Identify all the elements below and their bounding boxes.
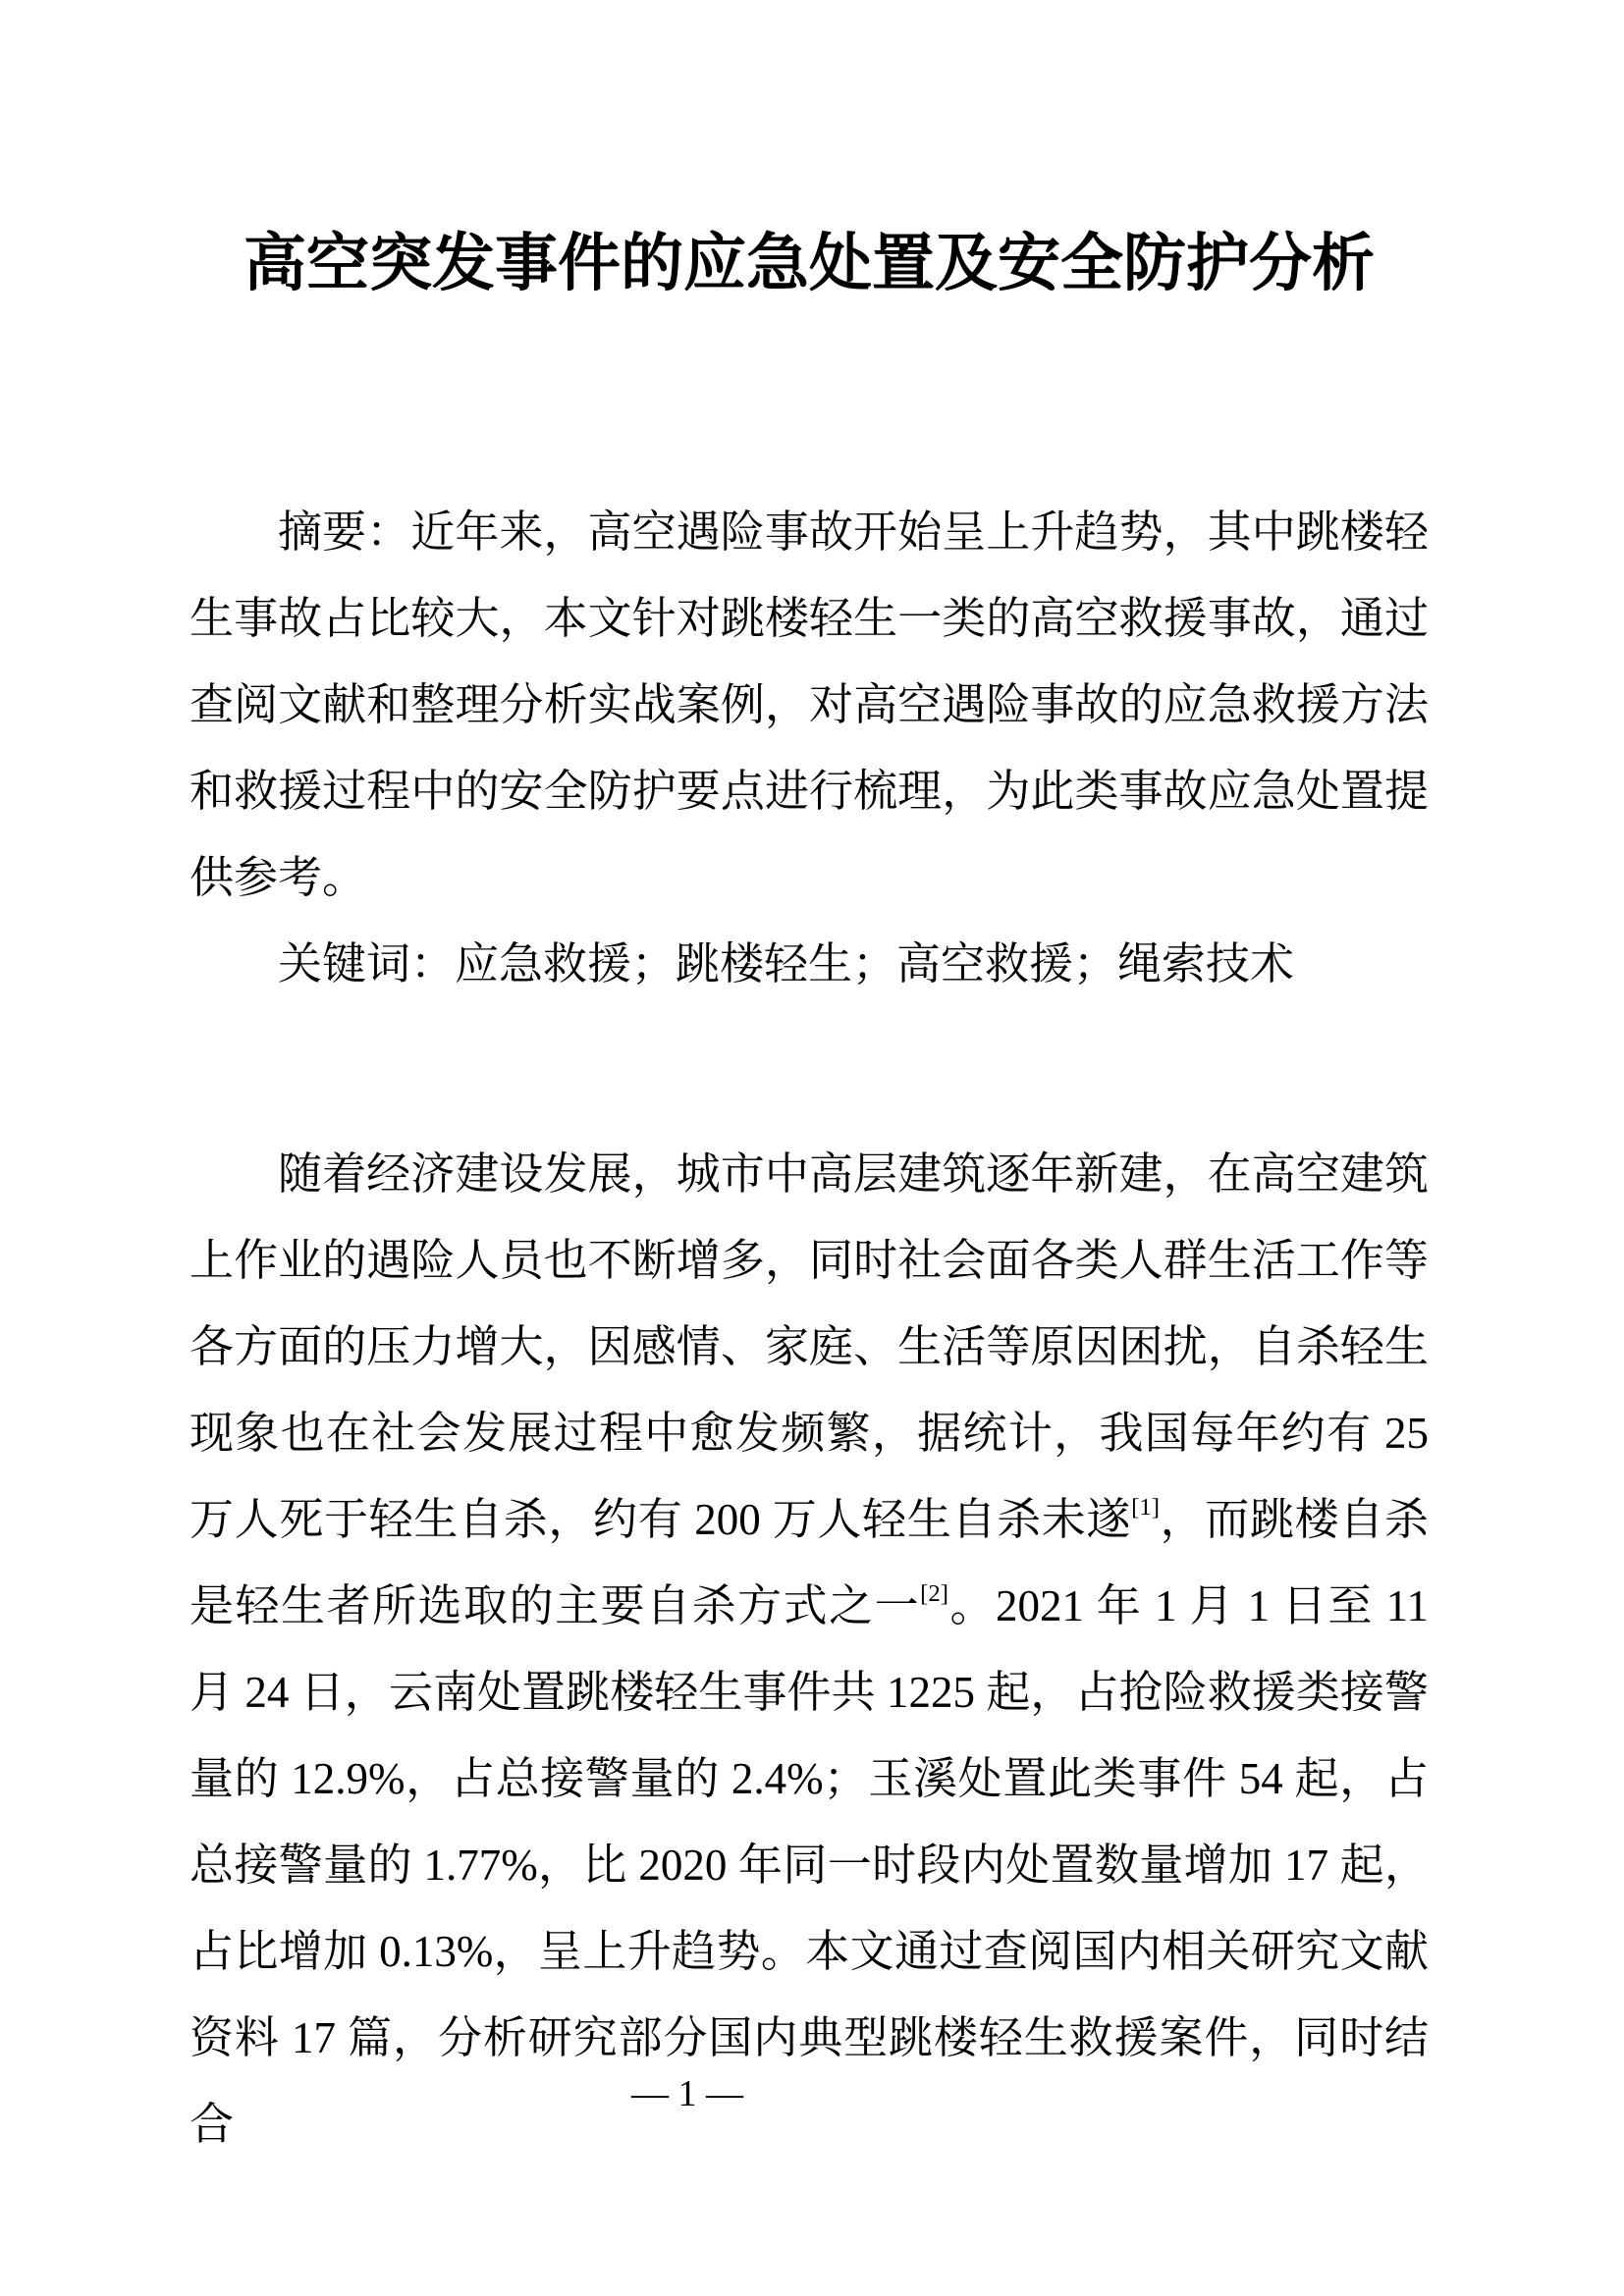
abstract-paragraph: 摘要：近年来，高空遇险事故开始呈上升趋势，其中跳楼轻生事故占比较大，本文针对跳楼轻生一类的高空救援事故，通过查阅文献和整理分析实战案例，对高空遇险事故的应急救援方法和救援过程中的安全防护要点进行梳理，为此类事故应急处置提供参考。 xyxy=(189,507,1429,902)
body-text-segment: 随着经济建设发展，城市中高层建筑逐年新建，在高空建筑上作业的遇险人员也不断增多，同时社会面各类人群生活工作等各方面的压力增大，因感情、家庭、生活等原因困扰，自杀轻生现象也在社会发展过程中愈发频繁，据统计，我国每年约有 25 万人死于轻生自杀，约有 200 万人轻生自杀未遂 xyxy=(189,1149,1429,1544)
keywords-paragraph: 关键词：应急救援；跳楼轻生；高空救援；绳索技术 xyxy=(278,939,1295,988)
citation-ref: [1] xyxy=(1131,1494,1160,1522)
body-text-segment: 。2021 年 1 月 1 日至 11 月 24 日，云南处置跳楼轻生事件共 1225 起，占抢险救援类接警量的 12.9%，占总接警量的 2.4%；玉溪处置此类事件 54 起，占总接警量的 1.77%，比 2020 年同一时段内处置数量增加 17 起，占比增加 0.13%，呈上升趋势。本文通过查阅国内相关研究文献资料 17 篇，分析研究部分国内典型跳楼轻生救援案件，同时结合 xyxy=(189,1581,1429,2149)
page-number: — 1 — xyxy=(631,2073,743,2114)
body-paragraph xyxy=(189,1131,1429,2167)
document-title: 高空突发事件的应急处置及安全防护分析 xyxy=(244,228,1375,298)
citation-ref: [2] xyxy=(920,1580,949,1608)
text-block xyxy=(189,0,1429,2167)
body-text-segment: ，而跳楼自杀是轻生者所选取的主要自杀方式之一 xyxy=(189,1495,1429,1630)
